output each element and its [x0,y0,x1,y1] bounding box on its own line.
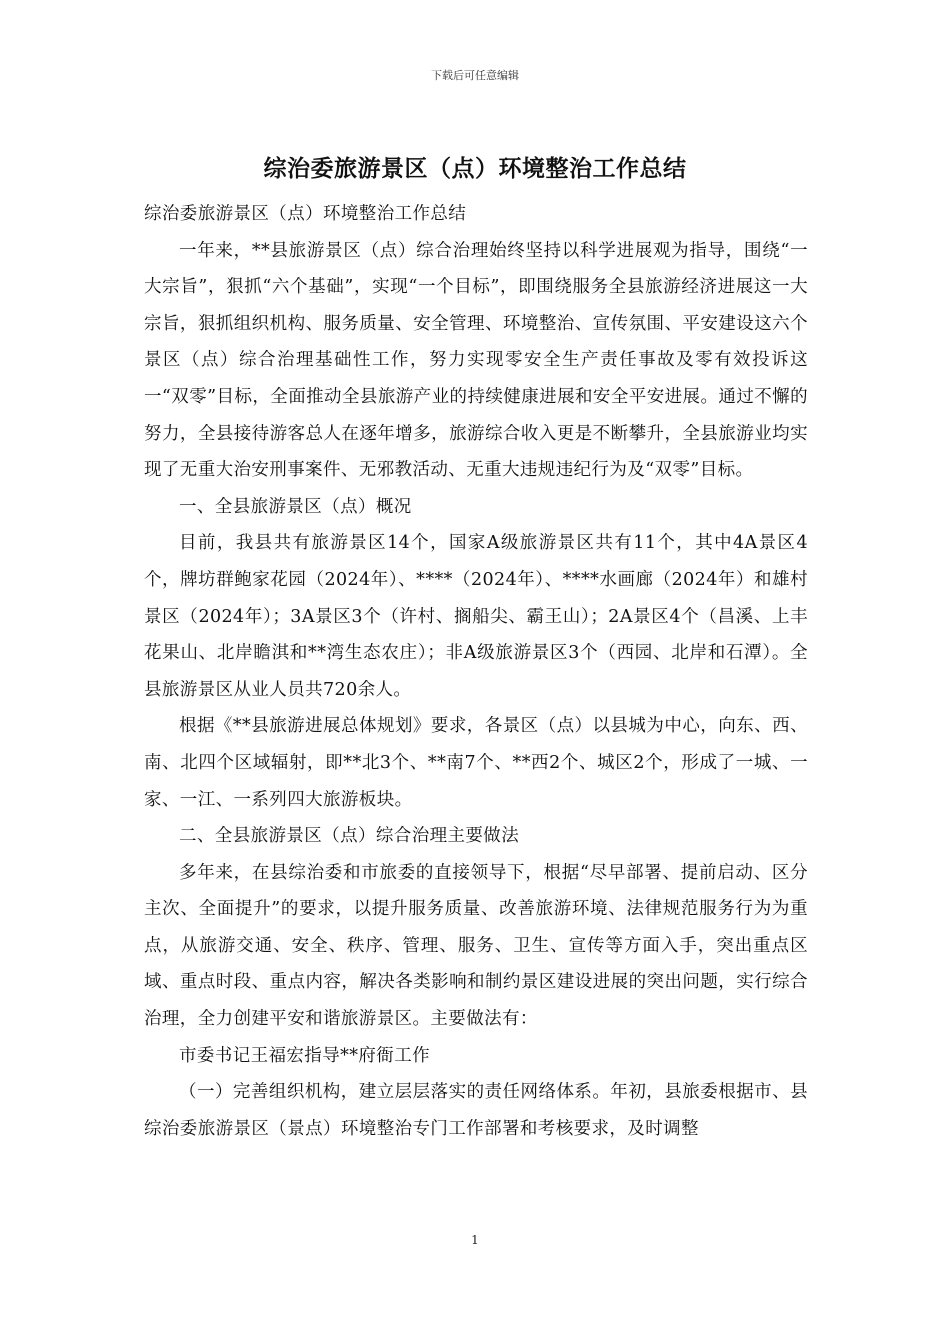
paragraph: （一）完善组织机构，建立层层落实的责任网络体系。年初，县旅委根据市、县综治委旅游景区（景点）环境整治专门工作部署和考核要求，及时调整 [144,1082,808,1139]
section-heading: 一、全县旅游景区（点）概况 [179,496,412,517]
paragraph: 根据《**县旅游进展总体规划》要求，各景区（点）以县城为中心，向东、西、南、北四个区域辐射，即**北3个、**南7个、**西2个、城区2个，形成了一城、一家、一江、一系列四大旅游板块。 [144,716,808,810]
page-header-note: 下载后可任意编辑 [431,69,519,82]
paragraph: 一年来，**县旅游景区（点）综合治理始终坚持以科学进展观为指导，围绕“一大宗旨”，狠抓“六个基础”，实现“一个目标”，即围绕服务全县旅游经济进展这一大宗旨，狠抓组织机构、服务质量、安全管理、环境整治、宣传氛围、平安建设这六个景区（点）综合治理基础性工作，努力实现零安全生产责任事故及零有效投诉这一“双零”目标，全面推动全县旅游产业的持续健康进展和安全平安进展。通过不懈的努力，全县接待游客总人在逐年增多，旅游综合收入更是不断攀升，全县旅游业均实现了无重大治安刑事案件、无邪教活动、无重大违规违纪行为及“双零”目标。 [144,240,809,481]
paragraph: 综治委旅游景区（点）环境整治工作总结 [144,204,467,224]
paragraph: 目前，我县共有旅游景区14个，国家A级旅游景区共有11个，其中4A景区4个，牌坊群鲍家花园（2024年）、****（2024年）、****水画廊（2024年）和雄村景区（2024年）；3A景区3个（许村、搁船尖、霸王山）；2A景区4个（昌溪、上丰花果山、北岸瞻淇和**湾生态农庄）；非A级旅游景区3个（西园、北岸和石潭）。全县旅游景区从业人员共720余人。 [144,533,808,700]
document-body [144,196,808,1147]
paragraph: 市委书记王福宏指导**府衙工作 [179,1045,430,1066]
page-number: 1 [471,1233,479,1247]
paragraph: 多年来，在县综治委和市旅委的直接领导下，根据“尽早部署、提前启动、区分主次、全面提升”的要求，以提升服务质量、改善旅游环境、法律规范服务行为为重点，从旅游交通、安全、秩序、管理、服务、卫生、宣传等方面入手，突出重点区域、重点时段、重点内容，解决各类影响和制约景区建设进展的突出问题，实行综合治理，全力创建平安和谐旅游景区。主要做法有： [144,862,808,1030]
document-title: 综治委旅游景区（点）环境整治工作总结 [263,156,687,182]
section-heading: 二、全县旅游景区（点）综合治理主要做法 [179,826,520,847]
